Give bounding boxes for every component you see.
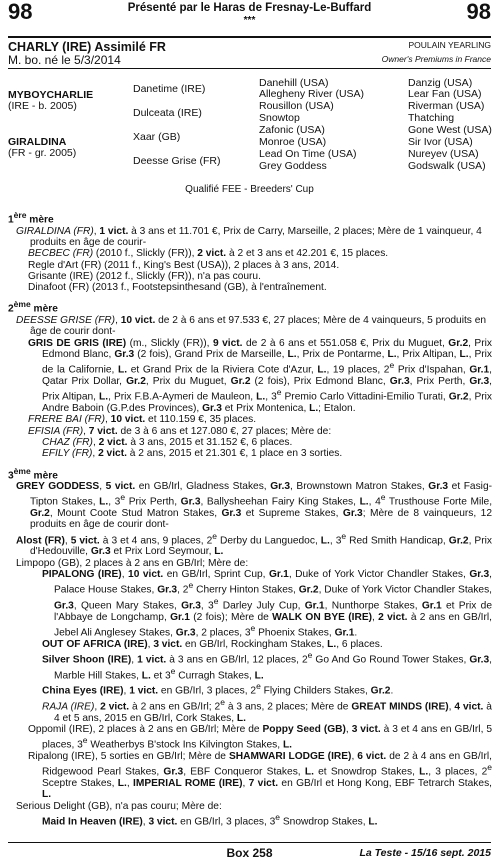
dam-entry: Serious Delight (GB), n'a pas couru; Mère de: <box>16 800 222 812</box>
g2-item: Zafonic (USA) <box>259 124 325 136</box>
produce-entry: RAJA (IRE), 2 vict. à 2 ans en GB/Irl; 2e à 3 ans, 2 places; Mère de GREAT MINDS (IRE), 4 vict. à 4 et 5 ans, 2015 en GB/Irl, Cork Stakes, L. <box>42 697 492 724</box>
produce-entry: Silver Shoon (IRE), 1 vict. à 3 ans en GB/Irl, 12 places, 2e Go And Go Round Tower Stakes, Gr.3, Marble Hill Stakes, L. et 3e Curragh Stakes, L. <box>42 650 492 682</box>
produce-entry: FRERE BAI (FR), 10 vict. et 110.159 €, 35 places. <box>28 414 257 426</box>
g1-item: Dulceata (IRE) <box>133 107 202 119</box>
produce-entry: BECBEC (FR) (2010 f., Slickly (FR)), 2 vict. à 2 et 3 ans et 42.201 €, 15 places. <box>28 248 389 260</box>
consignor-title: Présenté par le Haras de Fresnay-Le-Buffard <box>127 2 372 14</box>
box-number: Box 258 <box>226 846 273 860</box>
premiums-tag: Owner's Premiums in France <box>381 54 491 64</box>
produce-entry: Oppomil (IRE), 2 places à 2 ans en GB/Irl; Mère de Poppy Seed (GB), 3 vict. à 3 et 4 ans en GB/Irl, 5 places, 3e Weatherbys B'stock Ins Kilvington Stakes, L. <box>28 724 492 751</box>
produce-entry: Regle d'Art (FR) (2011 f., King's Best (USA)), 2 places à 3 ans, 2014. <box>28 259 340 271</box>
g3-item: Gone West (USA) <box>408 124 492 136</box>
g2-item: Rousillon (USA) <box>259 100 334 112</box>
produce-entry: Ripalong (IRE), 5 sorties en GB/Irl; Mère de SHAMWARI LODGE (IRE), 6 vict. de 2 à 4 ans en GB/Irl, Ridgewood Pearl Stakes, Gr.3, EBF Conqueror Stakes, L. et Snowdrop Stakes, L., 3 places, 2e Sceptre Stakes, L., IMPERIAL ROME (IRE), 7 vict. en GB/Irl et Hong Kong, EBF Tetrarch Stakes, L. <box>28 751 493 801</box>
produce-entry: GRIS DE GRIS (IRE) (m., Slickly (FR)), 9 vict. de 2 à 6 ans et 551.058 €, Prix du Muguet, Gr.2, Prix Edmond Blanc, Gr.3 (2 fois), Grand Prix de Marseille, L., Prix de Pontarme, L., Prix Altipan, L., Prix de la Californie, L. et Grand Prix de la Riviera Cote d'Azur, L., 19 places, 2e Prix d'Ispahan, Gr.1, Qatar Prix Dollar, Gr.2, Prix du Muguet, Gr.2 (2 fois), Prix Edmond Blanc, Gr.3, Prix Perth, Gr.3, Prix Altipan, L., Prix F.B.A-Aymeri de Mauleon, L., 3e Premio Carlo Vittadini-Emilio Turati, Gr.2, Prix Andre Baboin (G.P.des Provinces), Gr.3 et Prix Montenica, L.; Etalon. <box>28 337 493 415</box>
lot-number-left: 98 <box>8 0 33 24</box>
dam-entry: Alost (FR), 5 vict. à 3 et 4 ans, 9 places, 2e Derby du Languedoc, L., 3e Red Smith Handicap, Gr.2, Prix d'Hedouville, Gr.3 et Prix Lord Seymour, L. <box>16 530 492 558</box>
g3-item: Godswalk (USA) <box>408 160 486 172</box>
section-heading: 3ème mère <box>8 465 58 481</box>
g2-item: Danehill (USA) <box>259 77 329 89</box>
section-heading: 2ème mère <box>8 299 58 315</box>
g1-item: Danetime (IRE) <box>133 83 206 95</box>
g3-item: Sir Ivor (USA) <box>408 136 473 148</box>
horse-name: CHARLY (IRE) Assimilé FR <box>8 40 166 54</box>
g1-item: Deesse Grise (FR) <box>133 155 221 167</box>
catalogue-body <box>8 204 492 828</box>
dam-entry: GREY GODDESS, 5 vict. en GB/Irl, Gladness Stakes, Gr.3, Brownstown Matron Stakes, Gr.3 et Fasig-Tipton Stakes, L., 3e Prix Perth, Gr.3, Ballysheehan Fairy King Stakes, L., 4e Trusthouse Forte Mile, Gr.2, Mount Coote Stud Matron Stakes, Gr.3 et Supreme Stakes, Gr.3; Mère de 8 vainqueurs, 12 produits en âge de courir dont- <box>16 481 493 531</box>
produce-entry: PIPALONG (IRE), 10 vict. en GB/Irl, Sprint Cup, Gr.1, Duke of York Victor Chandler Stakes, Gr.3, Palace House Stakes, Gr.3, 2e Cherry Hinton Stakes, Gr.2, Duke of York Victor Chandler Stakes, Gr.3, Queen Mary Stakes, Gr.3, 3e Darley July Cup, Gr.1, Nunthorpe Stakes, Gr.1 et Prix de l'Abbaye de Longchamp, Gr.1 (2 fois); Mère de WALK ON BYE (IRE), 2 vict. à 2 ans en GB/Irl, Jebel Ali Anglesey Stakes, Gr.3, 2 places, 3e Phoenix Stakes, Gr.1. <box>42 569 493 639</box>
dam-entry: DEESSE GRISE (FR), 10 vict. de 2 à 6 ans et 97.533 €, 27 places; Mère de 4 vainqueurs, 5 produits en âge de courir dont- <box>16 315 487 338</box>
top-rule <box>8 36 491 38</box>
qualification-line: Qualifié FEE - Breeders' Cup <box>185 184 314 195</box>
produce-entry: OUT OF AFRICA (IRE), 3 vict. en GB/Irl, Rockingham Stakes, L., 6 places. <box>42 638 383 650</box>
g3-item: Nureyev (USA) <box>408 148 479 160</box>
g2-item: Snowtop <box>259 112 300 124</box>
stars: *** <box>243 15 256 26</box>
g2-item: Monroe (USA) <box>259 136 327 148</box>
horse-details: M. bo. né le 5/3/2014 <box>8 53 121 67</box>
section-heading: 1ère mère <box>8 210 54 226</box>
dam-entry: GIRALDINA (FR), 1 vict. à 3 ans et 11.701 €, Prix de Carry, Marseille, 2 places; Mère de 1 vainqueur, 4 produits en âge de courir- <box>16 225 482 248</box>
produce-entry: Maid In Heaven (IRE), 3 vict. en GB/Irl, 3 places, 3e Snowdrop Stakes, L. <box>42 811 378 828</box>
produce-entry: Grisante (IRE) (2012 f., Slickly (FR)), n'a pas couru. <box>28 270 261 282</box>
yearling-tag: POULAIN YEARLING <box>408 40 491 50</box>
dam-name: GIRALDINA <box>8 136 67 148</box>
produce-entry: China Eyes (IRE), 1 vict. en GB/Irl, 3 places, 2e Flying Childers Stakes, Gr.2. <box>42 681 394 697</box>
produce-entry: EFISIA (FR), 7 vict. de 3 à 6 ans et 127.080 €, 27 places; Mère de: <box>28 425 332 437</box>
g2-item: Allegheny River (USA) <box>259 88 365 100</box>
dam-info: (FR - gr. 2005) <box>8 147 77 159</box>
pedigree-rule <box>8 68 491 69</box>
footer-rule <box>8 842 491 843</box>
produce-entry: CHAZ (FR), 2 vict. à 3 ans, 2015 et 31.152 €, 6 places. <box>42 436 293 448</box>
g3-item: Danzig (USA) <box>408 77 473 89</box>
sale-place-date: La Teste - 15/16 sept. 2015 <box>359 847 491 859</box>
produce-entry: Dinafoot (FR) (2013 f., Footstepsinthesand (GB), à l'entraînement. <box>28 282 327 294</box>
sire-info: (IRE - b. 2005) <box>8 100 77 112</box>
g3-item: Lear Fan (USA) <box>408 88 482 100</box>
produce-entry: EFILY (FR), 2 vict. à 2 ans, 2015 et 21.301 €, 1 place en 3 sorties. <box>42 448 343 460</box>
g2-item: Grey Goddess <box>259 160 327 172</box>
sire-name: MYBOYCHARLIE <box>8 89 94 101</box>
lot-number-right: 98 <box>466 0 491 24</box>
g2-item: Lead On Time (USA) <box>259 148 357 160</box>
g3-item: Thatching <box>408 112 455 124</box>
dam-entry: Limpopo (GB), 2 places à 2 ans en GB/Irl; Mère de: <box>16 557 249 569</box>
g3-item: Riverman (USA) <box>408 100 485 112</box>
g1-item: Xaar (GB) <box>133 131 181 143</box>
